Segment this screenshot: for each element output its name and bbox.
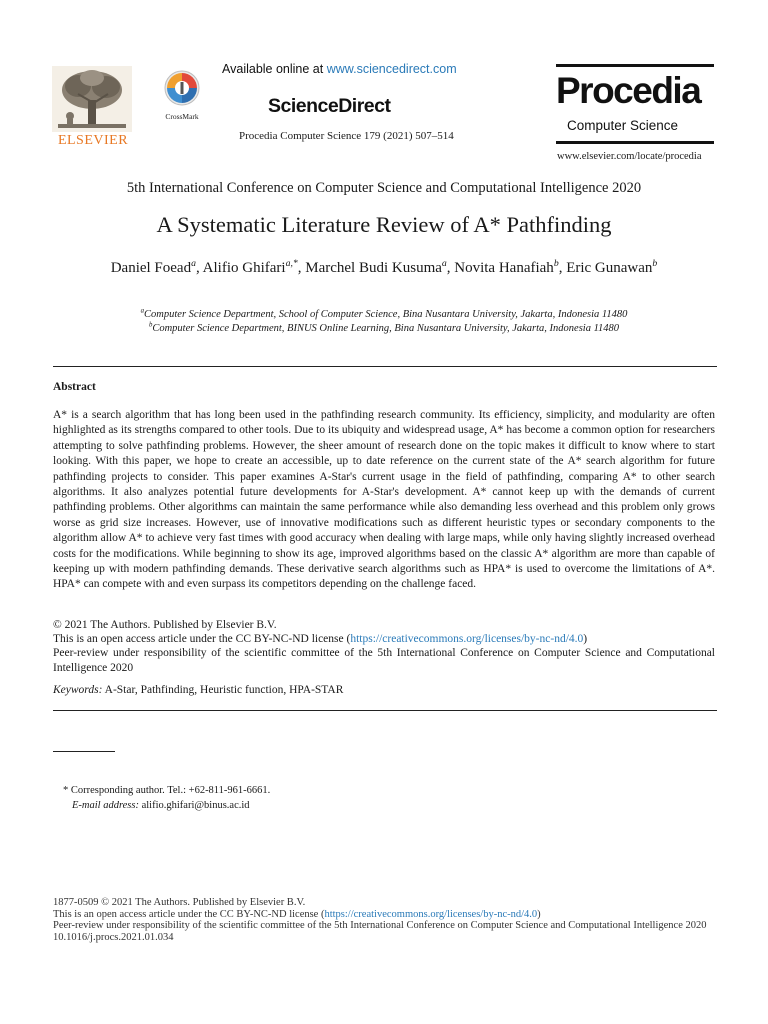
author-affiliation-marker: b	[652, 258, 658, 269]
author-separator: ,	[558, 260, 567, 276]
availability-line	[222, 62, 457, 76]
doi-line[interactable]: 10.1016/j.procs.2021.01.034	[53, 931, 174, 943]
publication-info	[53, 897, 715, 943]
license-suffix: )	[583, 633, 588, 645]
affiliation-b-text: Computer Science Department, BINUS Online Learning, Bina Nusantara University, Jakarta, Indonesia 11480	[152, 323, 620, 334]
keywords-list: A-Star, Pathfinding, Heuristic function, HPA-STAR	[102, 684, 344, 696]
bottom-license-link[interactable]: https://creativecommons.org/licenses/by-nc-nd/4.0	[324, 908, 538, 920]
author-name: Alifio Ghifari	[202, 260, 286, 276]
availability-prefix: Available online at	[222, 62, 327, 76]
journal-url[interactable]: www.elsevier.com/locate/procedia	[557, 151, 702, 162]
abstract-bottom-rule	[53, 710, 717, 711]
keywords-line	[53, 684, 343, 696]
procedia-wordmark: Procedia	[556, 70, 701, 111]
license-prefix: This is an open access article under the CC BY-NC-ND license (	[53, 633, 351, 645]
affiliation-a-text: Computer Science Department, School of Computer Science, Bina Nusantara University, Jakarta, Indonesia 11480	[144, 309, 628, 320]
bottom-license-prefix: This is an open access article under the CC BY-NC-ND license (	[53, 908, 325, 920]
peer-review-line: Peer-review under responsibility of the scientific committee of the 5th International Conference on Computer Science and Computational Intelligence 2020	[53, 647, 715, 674]
crossmark-icon	[164, 70, 200, 106]
procedia-logo	[556, 64, 714, 144]
abstract-heading: Abstract	[53, 381, 96, 393]
author-name: Daniel Foead	[110, 260, 192, 276]
author-separator: ,	[297, 260, 306, 276]
paper-title: A Systematic Literature Review of A* Pathfinding	[156, 212, 612, 237]
elsevier-tree-logo	[52, 66, 132, 132]
crossmark-badge[interactable]	[160, 70, 204, 121]
author-affiliation-marker: a,*	[285, 258, 298, 269]
author-affiliation-marker: a	[441, 258, 447, 269]
author-separator: ,	[446, 260, 455, 276]
sciencedirect-link[interactable]: www.sciencedirect.com	[326, 62, 457, 76]
affiliation-a	[0, 309, 768, 320]
abstract-body: A* is a search algorithm that has long been used in the pathfinding research community. Its efficiency, simplicity, and modularity are often highlighted as its strengths compared to other tools. Due to its ubiquity and widespread usage, A* has become a common option for researchers attempting to solve pathfinding problems. However, the sheer amount of research done on the topic makes it difficult to know where to start looking. With this paper, we hope to create an accessible, up to date reference on the current state of the A* search algorithm for future pathfinding projects to consider. This paper examines A-Star's current usage in the field of pathfinding, comparing A* to other search algorithms. It also analyzes potential future developments for A-Star's development. A* cannot keep up with the demands of current pathfinding problems. Other algorithms can maintain the same performance while also demanding less overhead and this problem only grows worse as grid size increases. However, use of innovative modifications such as different heuristic types or secondary components to the algorithm allow A* to achieve very fast times with good accuracy when dealing with large maps, while only having slightly increased overhead costs for the modifications. While beginning to show its age, improved algorithms based on the classic A* algorithm are more than capable of keeping up with modern pathfinding demands. These derivative search algorithms such as HPA* is used to overcome the limitations of A*. HPA* can compete with and even surpass its competitors depending on the challenge faced.	[53, 409, 715, 591]
logo-bottom-rule	[556, 141, 714, 144]
author-list	[80, 258, 688, 278]
copyright-line: © 2021 The Authors. Published by Elsevier B.V.	[53, 619, 277, 631]
crossmark-label: CrossMark	[165, 112, 199, 121]
procedia-subtitle: Computer Science	[567, 118, 679, 133]
affiliation-b	[0, 323, 768, 334]
affiliation-a-marker: a	[140, 307, 145, 315]
conference-name: 5th International Conference on Computer Science and Computational Intelligence 2020	[126, 180, 642, 196]
author-name: Marchel Budi Kusuma	[305, 260, 442, 276]
sciencedirect-wordmark: ScienceDirect	[268, 95, 391, 117]
author-separator: ,	[195, 260, 203, 276]
bottom-license-line	[53, 909, 715, 921]
keywords-label: Keywords:	[53, 684, 103, 696]
license-line	[53, 632, 715, 647]
author-affiliation-marker: b	[553, 258, 559, 269]
affiliation-b-marker: b	[148, 321, 153, 329]
bottom-peer-review-line: Peer-review under responsibility of the scientific committee of the 5th International Conference on Computer Science and Computational Intelligence 2020	[53, 920, 707, 932]
abstract-top-rule	[53, 366, 717, 367]
author-affiliation-marker: a	[191, 258, 196, 269]
license-link[interactable]: https://creativecommons.org/licenses/by-nc-nd/4.0	[350, 633, 584, 645]
elsevier-wordmark: ELSEVIER	[57, 133, 129, 148]
email-note	[72, 800, 250, 811]
journal-reference: Procedia Computer Science 179 (2021) 507–514	[239, 130, 454, 142]
email-address[interactable]: alifio.ghifari@binus.ac.id	[138, 800, 250, 811]
email-label: E-mail address:	[72, 800, 139, 811]
logo-top-rule	[556, 64, 714, 67]
issn-line: 1877-0509 © 2021 The Authors. Published by Elsevier B.V.	[53, 897, 306, 908]
footnote-rule	[53, 751, 115, 752]
author-name: Novita Hanafiah	[454, 260, 554, 276]
author-name: Eric Gunawan	[566, 260, 653, 276]
bottom-license-suffix: )	[537, 908, 541, 920]
corresponding-author-note: * Corresponding author. Tel.: +62-811-961-6661.	[63, 785, 271, 796]
